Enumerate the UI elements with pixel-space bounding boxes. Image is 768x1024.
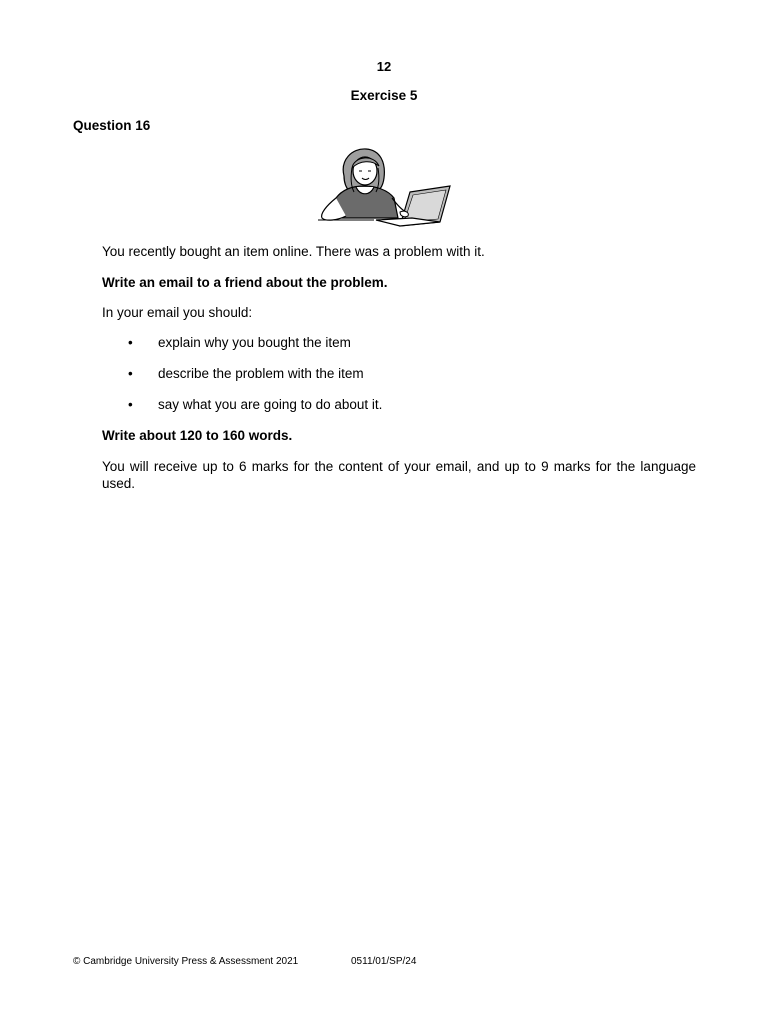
bullet-text: explain why you bought the item xyxy=(158,335,351,350)
bullet-text: describe the problem with the item xyxy=(158,366,364,381)
girl-with-laptop-icon xyxy=(314,146,454,228)
footer-code: 0511/01/SP/24 xyxy=(351,956,417,967)
instruction-text: In your email you should: xyxy=(102,305,253,320)
task-text: Write an email to a friend about the problem. xyxy=(102,275,388,290)
footer-copyright: © Cambridge University Press & Assessment 2021 xyxy=(73,956,299,967)
exercise-title: Exercise 5 xyxy=(350,88,418,103)
bullet-icon: • xyxy=(128,335,133,350)
marks-text: You will receive up to 6 marks for the content of your email, and up to 9 marks for the language used. xyxy=(102,459,696,491)
bullet-text: say what you are going to do about it. xyxy=(158,397,383,412)
page-number: 12 xyxy=(376,59,392,74)
question-title: Question 16 xyxy=(73,118,151,133)
intro-text: You recently bought an item online. There was a problem with it. xyxy=(102,244,485,259)
word-count-text: Write about 120 to 160 words. xyxy=(102,428,293,443)
bullet-icon: • xyxy=(128,366,133,381)
bullet-icon: • xyxy=(128,397,133,412)
